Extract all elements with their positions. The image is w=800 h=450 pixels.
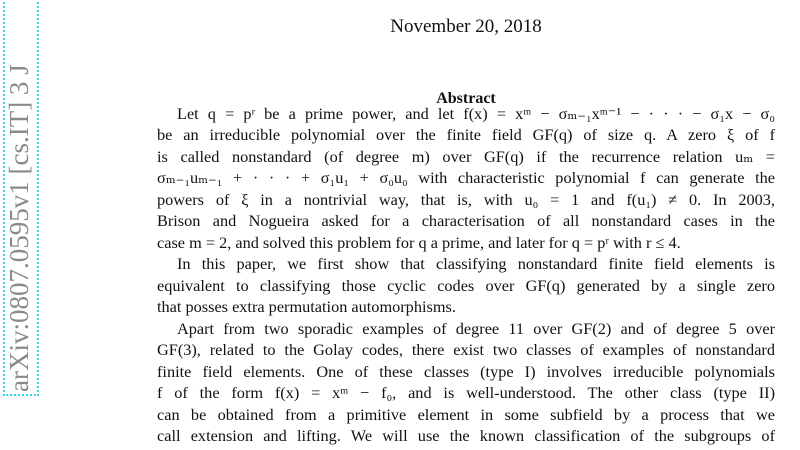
abstract-line: that posses extra permutation automorphisms. bbox=[157, 297, 456, 316]
abstract-line: is called nonstandard (of degree m) over GF(q) if the recurrence relation uₘ = bbox=[157, 147, 775, 166]
paper-date: November 20, 2018 bbox=[390, 16, 542, 37]
abstract-line: call extension and lifting. We will use the known classification of the subgroups of bbox=[157, 426, 775, 445]
abstract-heading: Abstract bbox=[436, 90, 496, 107]
abstract-line: finite field elements. One of these classes (type I) involves irreducible polynomials bbox=[157, 362, 775, 381]
abstract-line: Let q = pʳ be a prime power, and let f(x) = xᵐ − σₘ₋₁xᵐ⁻¹ − · · · − σ₁x − σ₀ bbox=[177, 104, 775, 123]
arxiv-identifier-stamp: arXiv:0807.0595v1 [cs.IT] 3 J bbox=[4, 64, 34, 392]
abstract-line: Brison and Nogueira asked for a characterisation of all nonstandard cases in the bbox=[157, 211, 775, 230]
abstract-line: be an irreducible polynomial over the finite field GF(q) of size q. A zero ξ of f bbox=[157, 125, 775, 144]
abstract-line: GF(3), related to the Golay codes, there exist two classes of examples of nonstandard bbox=[157, 340, 775, 359]
abstract-line: Apart from two sporadic examples of degree 11 over GF(2) and of degree 5 over bbox=[177, 319, 775, 338]
abstract-line: case m = 2, and solved this problem for q a prime, and later for q = pʳ with r ≤ 4. bbox=[157, 233, 681, 252]
abstract-line: In this paper, we first show that classifying nonstandard finite field elements is bbox=[177, 254, 775, 273]
abstract-line: equivalent to classifying those cyclic codes over GF(q) generated by a single zero bbox=[157, 276, 775, 295]
abstract-line: σₘ₋₁uₘ₋₁ + · · · + σ₁u₁ + σ₀u₀ with characteristic polynomial f can generate the bbox=[157, 168, 775, 187]
abstract-line: f of the form f(x) = xᵐ − f₀, and is well-understood. The other class (type II) bbox=[157, 383, 775, 402]
abstract-line: powers of ξ in a nontrivial way, that is, with u₀ = 1 and f(u₁) ≠ 0. In 2003, bbox=[157, 190, 775, 209]
abstract-line: can be obtained from a primitive element in some subfield by a process that we bbox=[157, 405, 775, 424]
